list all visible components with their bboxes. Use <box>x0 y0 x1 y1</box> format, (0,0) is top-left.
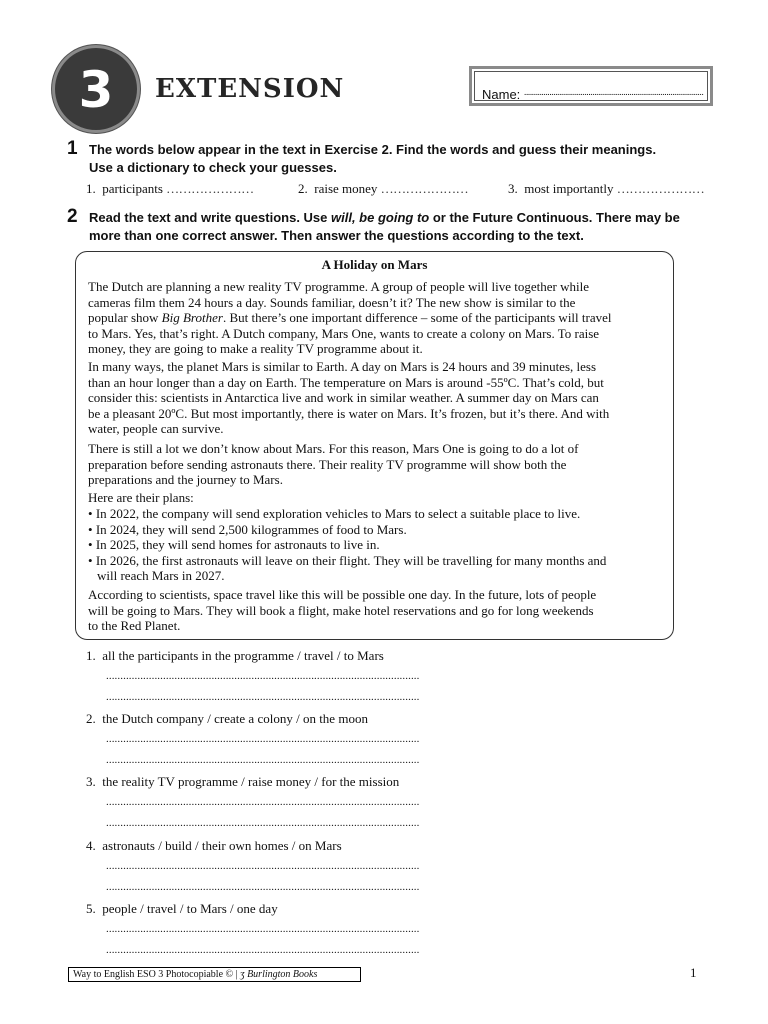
answer-line[interactable]: .............................................................................................................. <box>106 691 420 703</box>
question-item: 5. people / travel / to Mars / one day <box>86 901 278 916</box>
answer-line[interactable]: .............................................................................................................. <box>106 754 420 766</box>
answer-line[interactable]: .............................................................................................................. <box>106 817 420 829</box>
plans-intro: Here are their plans: <box>88 490 194 505</box>
page-title: EXTENSION <box>155 74 345 104</box>
word-item: 1. participants ………………… <box>86 181 254 196</box>
list-item: • In 2024, they will send 2,500 kilogrammes of food to Mars. <box>88 521 407 537</box>
list-item: • In 2022, the company will send exploration vehicles to Mars to select a suitable place to live. <box>88 506 581 521</box>
unit-number-badge <box>52 45 140 133</box>
answer-line[interactable]: .............................................................................................................. <box>106 923 420 935</box>
reading-paragraph-3: There is still a lot we don’t know about Mars. For this reason, Mars One is going to do a lot of preparation before sending astronauts there. Their reality TV programme will show both the preparations and the journey to Mars. <box>88 441 579 488</box>
exercise-2-instruction: Read the text and write questions. Use will, be going to or the Future Continuous. There may be more than one correct answer. Then answer the questions according to the text. <box>89 210 680 243</box>
reading-paragraph-1: The Dutch are planning a new reality TV programme. A group of people will live together while cameras film them 24 hours a day. Sounds familiar, doesn’t it? The new show is similar to the popular show Big Brother. But there’s one important difference – some of the participants will travel to Mars. Yes, that’s right. A Dutch company, Mars One, wants to create a colony on Mars. To raise money, they are going to make a reality TV programme about it. <box>88 279 612 357</box>
name-box <box>469 66 713 106</box>
answer-line[interactable]: .............................................................................................................. <box>106 733 420 745</box>
answer-line[interactable]: .............................................................................................................. <box>106 796 420 808</box>
footer-copyright: Way to English ESO 3 Photocopiable © | ʒ Burlington Books <box>68 967 361 982</box>
unit-number: 3 <box>78 61 114 119</box>
reading-paragraph-4: According to scientists, space travel like this will be possible one day. In the future, lots of people will be going to Mars. They will book a flight, make hotel reservations and go for long weekends to the Red Planet. <box>88 587 597 634</box>
publisher-logo: ʒ Burlington Books <box>240 969 318 980</box>
list-item: • In 2025, they will send homes for astronauts to live in. <box>88 537 380 553</box>
name-field[interactable]: ............................................................................................ <box>524 87 704 97</box>
plans-list: • In 2022, the company will send exploration vehicles to Mars to select a suitable place to live. • In 2024, they will send 2,500 kilogrammes of food to Mars. • In 2025, they will send homes for astronauts to live in. • In 2026, the first astronauts will leave on their flight. They will be travelling for many months and will reach Mars in 2027. <box>88 506 668 584</box>
question-item: 4. astronauts / build / their own homes / on Mars <box>86 838 342 853</box>
page-number: 1 <box>690 965 697 980</box>
exercise-1-instruction: The words below appear in the text in Exercise 2. Find the words and guess their meanings. Use a dictionary to check your guesses. <box>89 142 657 175</box>
exercise-2-number: 2 <box>67 206 78 227</box>
question-item: 1. all the participants in the programme / travel / to Mars <box>86 648 384 663</box>
word-item: 3. most importantly ………………… <box>508 181 705 196</box>
question-item: 3. the reality TV programme / raise money / for the mission <box>86 774 400 789</box>
list-item: • In 2026, the first astronauts will leave on their flight. They will be travelling for many months and <box>88 552 607 568</box>
answer-line[interactable]: .............................................................................................................. <box>106 881 420 893</box>
answer-line[interactable]: .............................................................................................................. <box>106 670 420 682</box>
answer-line[interactable]: .............................................................................................................. <box>106 860 420 872</box>
reading-paragraph-2: In many ways, the planet Mars is similar to Earth. A day on Mars is 24 hours and 39 minutes, less than an hour longer than a day on Earth. The temperature on Mars is around -55ºC. That’s cold, but consider this: scientists in Antarctica live and work in similar weather. A summer day on Mars can be a pleasant 20ºC. But most importantly, there is water on Mars. It’s frozen, but it’s there. And with water, people can survive. <box>88 359 610 437</box>
question-item: 2. the Dutch company / create a colony / on the moon <box>86 711 368 726</box>
name-label: Name: <box>482 87 521 102</box>
answer-line[interactable]: .............................................................................................................. <box>106 944 420 956</box>
word-item: 2. raise money ………………… <box>298 181 469 196</box>
reading-title: A Holiday on Mars <box>321 257 428 272</box>
exercise-1-number: 1 <box>67 138 78 159</box>
